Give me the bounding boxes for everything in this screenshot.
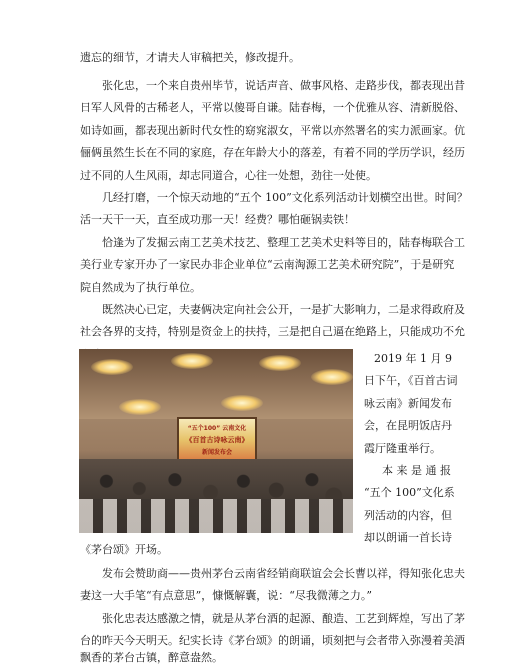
paragraph-line: 发布会赞助商——贵州茅台云南省经销商联谊会会长曹以祥，得知张化忠夫 bbox=[102, 567, 465, 580]
caption-line: 日下午，《百首古词 bbox=[364, 374, 458, 387]
paragraph-line: 既然决心已定，夫妻俩决定向社会公开，一是扩大影响力，二是求得政府及 bbox=[102, 303, 465, 316]
caption-line: 本 来 是 通 报 bbox=[382, 464, 451, 477]
chairs bbox=[79, 499, 353, 533]
paragraph-line: 张化忠表达感激之情，就是从茅台酒的起源、酿造、工艺到辉煌，写出了茅 bbox=[102, 612, 465, 625]
paragraph-line: 活一天干一天，直至成功那一天！经费？哪怕砸锅卖铁！ bbox=[80, 213, 355, 226]
press-conference-photo bbox=[79, 349, 353, 533]
paragraph-line: 遗忘的细节，才请夫人审稿把关，修改提升。 bbox=[80, 51, 300, 64]
paragraph-line: 恰逢为了发掘云南工艺美术技艺、整理工艺美术史料等目的，陆春梅联合工 bbox=[102, 236, 465, 249]
chandelier-icon bbox=[171, 353, 213, 369]
chandelier-icon bbox=[311, 369, 353, 385]
caption-line: “五个 100”文化系 bbox=[364, 486, 455, 499]
paragraph-line: 社会各界的支持，特别是资金上的扶持，三是把自己逼在绝路上，只能成功不允 bbox=[80, 325, 465, 338]
paragraph-line: 张化忠，一个来自贵州毕节，说话声音、做事风格、走路步伐，都表现出昔 bbox=[102, 79, 465, 92]
paragraph-line: 俪俩虽然生长在不同的家庭，存在年龄大小的落差，有着不同的学历学识，经历 bbox=[80, 146, 465, 159]
paragraph-line: 日军人风骨的古稀老人，平常以傻哥自谦。陆春梅，一个优雅从容、清新脱俗、 bbox=[80, 101, 465, 114]
caption-line: 2019 年 1 月 9 bbox=[374, 352, 452, 365]
chandelier-icon bbox=[119, 399, 161, 415]
paragraph-line: 飘香的茅台古镇，醉意盎然。 bbox=[80, 651, 223, 664]
paragraph-line: 台的昨天今天明天。纪实长诗《茅台颂》的朗诵，顷刻把与会者带入弥漫着美酒 bbox=[80, 634, 465, 647]
caption-line: 会，在昆明饭店丹 bbox=[364, 419, 452, 432]
paragraph-line: 美行业专家开办了一家民办非企业单位“云南淘源工艺美术研究院”，于是研究 bbox=[80, 258, 455, 271]
caption-line: 却以朗诵一首长诗 bbox=[364, 531, 452, 544]
paragraph-line: 如诗如画，都表现出新时代女性的窈窕淑女，平常以亦然署名的实力派画家。伉 bbox=[80, 124, 465, 137]
chandelier-icon bbox=[91, 359, 133, 375]
caption-line: 咏云南》新闻发布 bbox=[364, 397, 452, 410]
screen-text: 《百首古诗咏云南》 bbox=[185, 436, 249, 444]
paragraph-line: 过不同的人生风雨，却志同道合，心往一处想，劲往一处使。 bbox=[80, 169, 377, 182]
paragraph-line: 妻这一大手笔“有点意思”，慷慨解囊，说：“尽我微薄之力。” bbox=[80, 589, 372, 602]
paragraph-line: 几经打磨，一个惊天动地的“五个 100”文化系列活动计划横空出世。时间？ bbox=[102, 191, 468, 204]
chandelier-icon bbox=[221, 395, 263, 411]
screen-text: 新闻发布会 bbox=[201, 449, 232, 456]
chandelier-icon bbox=[259, 355, 301, 371]
paragraph-line: 院自然成为了执行单位。 bbox=[80, 281, 201, 294]
paragraph-line: 《茅台颂》开场。 bbox=[80, 543, 168, 556]
caption-line: 列活动的内容，但 bbox=[364, 509, 452, 522]
screen-text: “五个100” 云南文化 bbox=[187, 425, 247, 432]
caption-line: 霞厅隆重举行。 bbox=[364, 442, 441, 455]
